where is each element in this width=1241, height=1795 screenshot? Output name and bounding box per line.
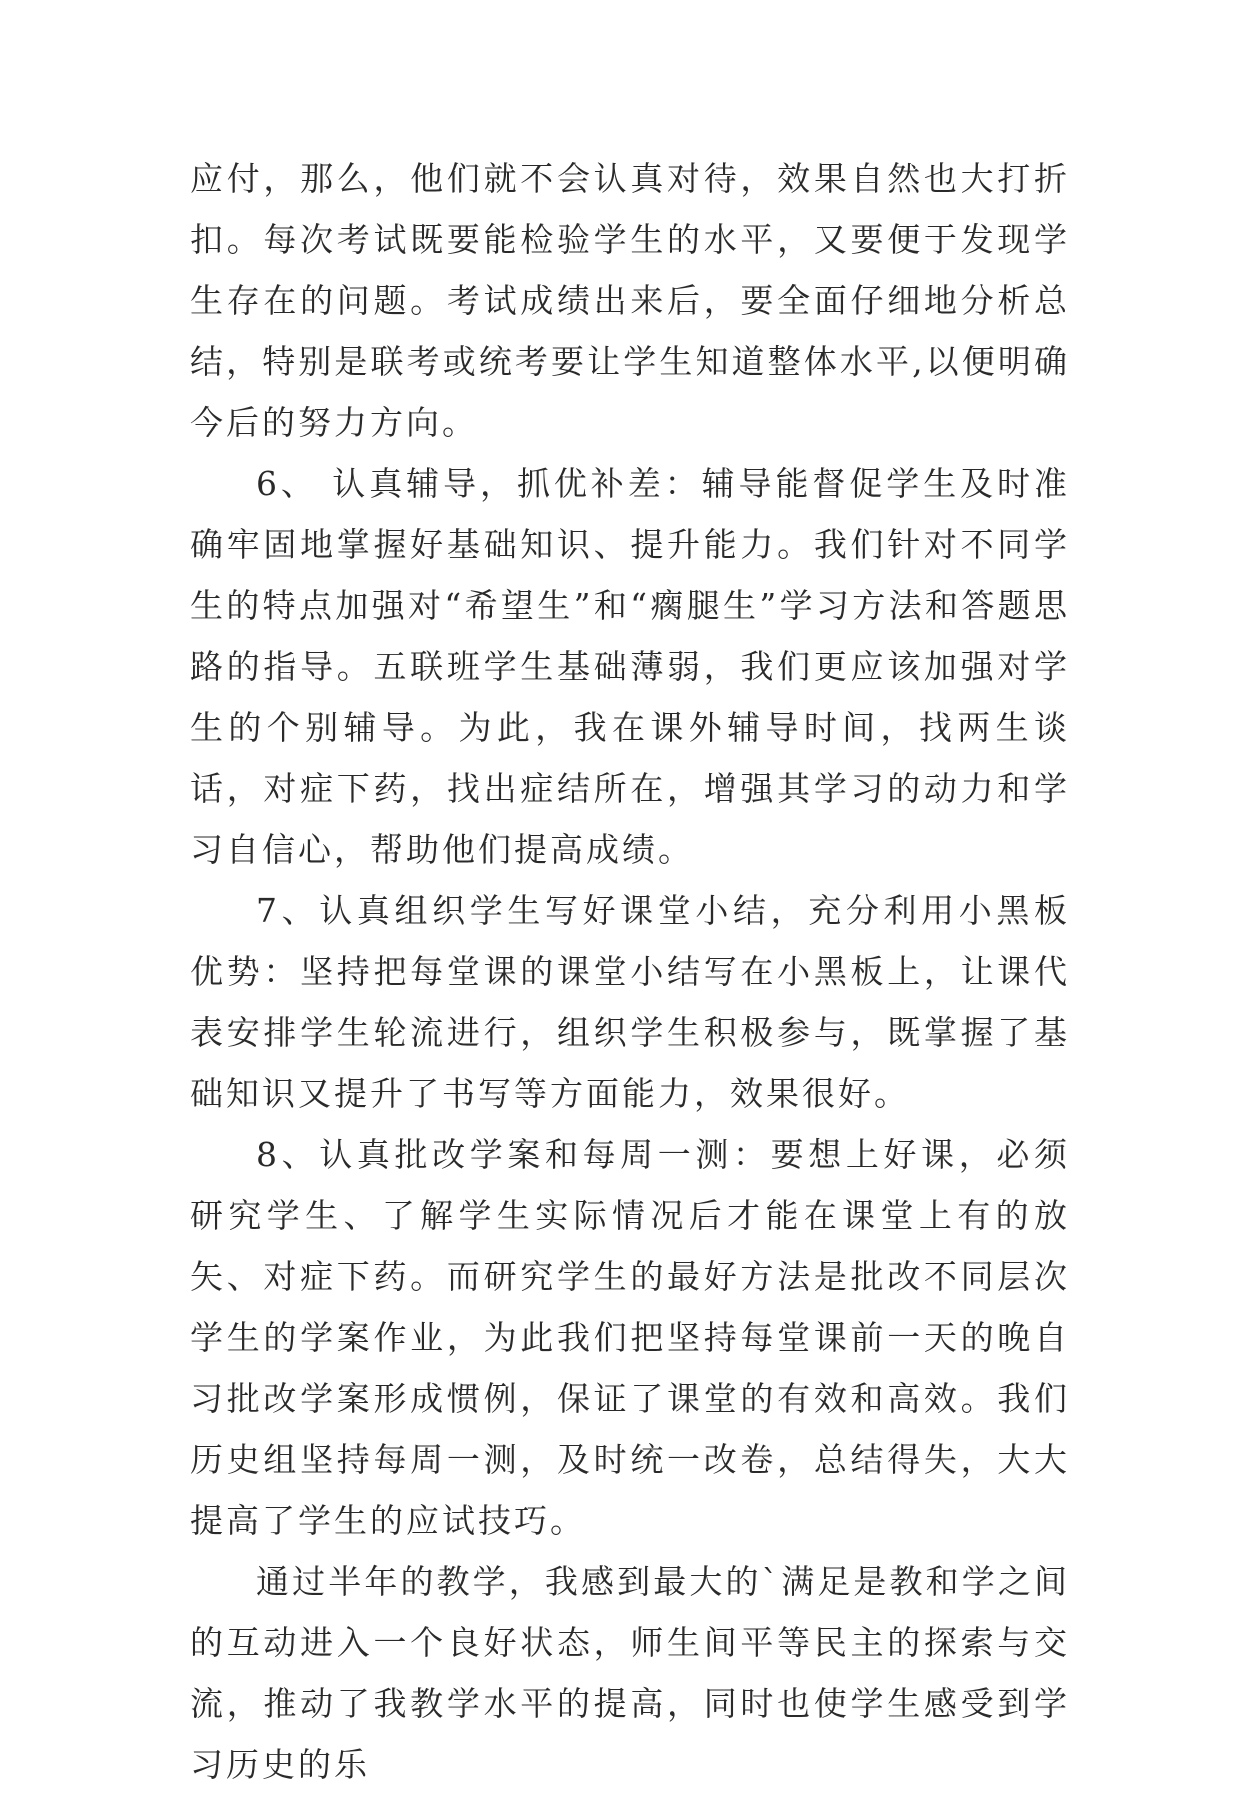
paragraph-item-8-grading: 8、认真批改学案和每周一测：要想上好课，必须研究学生、了解学生实际情况后才能在课堂上有的放矢、对症下药。而研究学生的最好方法是批改不同层次学生的学案作业，为此我们把坚持每堂课前一天的晚自习批改学案形成惯例，保证了课堂的有效和高效。我们历史组坚持每周一测，及时统一改卷，总结得失，大大提高了学生的应试技巧。 (190, 1135, 1070, 1540)
paragraph-exam-analysis: 应付，那么，他们就不会认真对待，效果自然也大打折扣。每次考试既要能检验学生的水平，又要便于发现学生存在的问题。考试成绩出来后，要全面仔细地分析总结，特别是联考或统考要让学生知道整体水平,以便明确今后的努力方向。 (190, 159, 1070, 442)
paragraph-item-7-class-summary: 7、认真组织学生写好课堂小结，充分利用小黑板优势：坚持把每堂课的课堂小结写在小黑板上，让课代表安排学生轮流进行，组织学生积极参与，既掌握了基础知识又提升了书写等方面能力，效果很好。 (190, 891, 1070, 1113)
paragraph-item-6-tutoring: 6、 认真辅导，抓优补差：辅导能督促学生及时准确牢固地掌握好基础知识、提升能力。我们针对不同学生的特点加强对“希望生”和“瘸腿生”学习方法和答题思路的指导。五联班学生基础薄弱，我们更应该加强对学生的个别辅导。为此，我在课外辅导时间，找两生谈话，对症下药，找出症结所在，增强其学习的动力和学习自信心，帮助他们提高成绩。 (190, 464, 1070, 869)
body-text (190, 148, 1070, 1795)
paragraph-conclusion: 通过半年的教学，我感到最大的`满足是教和学之间的互动进入一个良好状态，师生间平等民主的探索与交流，推动了我教学水平的提高，同时也使学生感受到学习历史的乐 (190, 1562, 1070, 1784)
